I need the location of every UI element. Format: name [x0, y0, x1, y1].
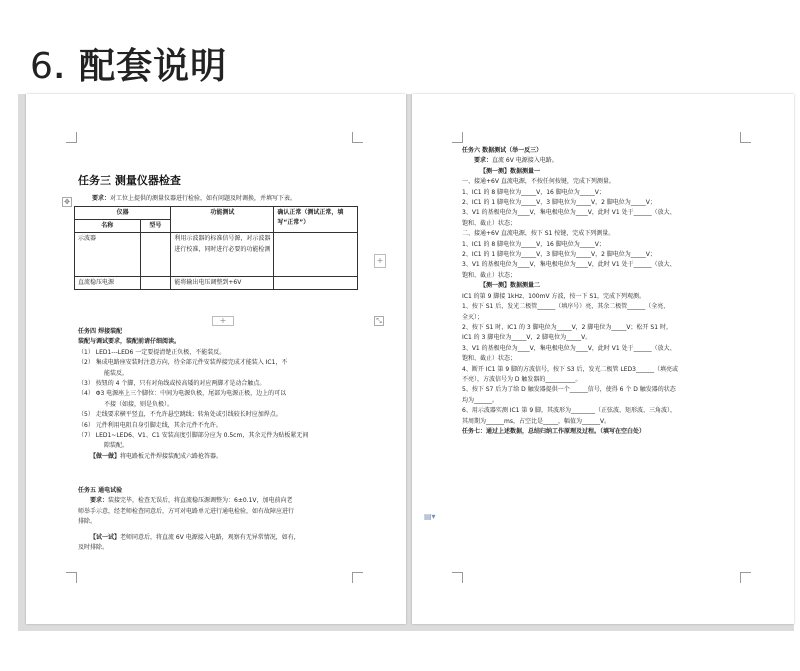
list-item: 隙装配。 [104, 442, 129, 450]
task3-requirement: 要求：对工位上提供的测量仪器进行检验，如有问题及时调换，并填写下表。 [92, 195, 297, 202]
paragraph-line: IC1 的 3 脚电位为_____V，2 脚电位为_____V。 [462, 334, 592, 342]
table-cell[interactable] [274, 233, 358, 277]
list-item: （6） 元件利用电阻自身引脚走线，其余元件不允许。 [78, 421, 222, 429]
margin-mark [452, 132, 463, 143]
task4-subtitle: 装配与调试要求，装配前请仔细阅读。 [78, 338, 181, 346]
task5-section [78, 486, 300, 553]
add-row-icon[interactable]: + [212, 316, 234, 326]
list-item: （5） 走线要求横平竖直，不允许悬空跳线；转角处或引线较长时应加焊点。 [78, 411, 282, 419]
paragraph-line: 2、按下 S1 时，IC1 的 3 脚电位为_____V，2 脚电位为_____V；松开 S1 时， [462, 323, 672, 331]
margin-mark [352, 572, 363, 583]
paragraph-line: 不亮），方波信号为 D 触发器的__________。 [462, 375, 582, 383]
task5-try: 【试一试】老师同意后，将直流 6V 电源接入电路，观察有无异常情况，如有， [90, 533, 300, 541]
heading-number: 6 [30, 46, 54, 87]
paragraph-line: 3、V1 的基极电位为____V，集电极电位为____V，此时 V1 处于______（放大、 [462, 209, 676, 217]
margin-mark [66, 572, 77, 583]
table-cell: 利用示波器的标准信号源，对示波器进行校准，同时进行必要的功能检测 [171, 233, 274, 277]
paragraph-line: 1、IC1 的 8 脚电位为_____V，16 脚电位为_____V； [462, 188, 605, 196]
paragraph-line: 全灭）； [462, 313, 484, 321]
task4-dosth: 【做一做】将电路板元件焊接装配成六路抢答器。 [90, 452, 223, 460]
table-cell: 示波器 [75, 233, 141, 277]
resize-handle-icon[interactable]: ⤡ [374, 316, 384, 326]
paragraph-line: 5、按下 S7 后为了给 D 触发器提供一个______信号，使得 6 个 D 触发器的状态 [462, 386, 676, 394]
list-item: （2） 集成电路座安装时注意方向，待全部元件安装焊接完成才能装入 IC1，不 [78, 359, 288, 367]
paragraph-line: 3、V1 的基极电位为____V，集电极电位为____V，此时 V1 处于______（放大、 [462, 261, 676, 269]
margin-mark [352, 132, 363, 143]
task6-title: 任务六 数据测试（举一反三） [462, 147, 543, 154]
paragraph-line: 饱和、截止）状态； [462, 355, 517, 363]
list-item: （3） 按钮的 4 个脚，只有对角线或按高矮的对应两脚才是动合触点。 [78, 380, 266, 388]
paragraph-line: 均为______。 [462, 396, 499, 404]
th-function-test: 功能测试 [171, 207, 274, 233]
list-item: （1） LED1---LED6 一定要提清楚正负极，不能装反。 [78, 348, 226, 356]
document-page-1[interactable] [26, 94, 406, 624]
move-handle-icon[interactable]: ✥ [62, 197, 72, 207]
margin-mark [452, 572, 463, 583]
table-cell[interactable] [140, 233, 171, 277]
task6-req: 要求：直流 6V 电源接入电路。 [474, 157, 558, 165]
document-viewer[interactable] [18, 94, 794, 631]
margin-mark [66, 132, 77, 143]
task7-title: 任务七：通过上述数据，总结归纳工作原理及过程。（填写在空白处） [462, 427, 646, 435]
task5-req: 要求：装接完毕，检查无误后，将直流稳压源调整为：6±0.1V，加电前向老 [90, 497, 293, 505]
paragraph-line: 二、接通+6V 直流电源，按下 S1 按键，完成下列测量。 [462, 230, 615, 238]
margin-mark [740, 132, 751, 143]
list-item: （7） LED1~LED6、V1、C1 安装高度引脚部分应为 0.5cm，其余元件为贴板紧无间 [78, 432, 309, 440]
paragraph-line: 1、IC1 的 8 脚电位为_____V，16 脚电位为_____V； [462, 240, 605, 248]
margin-mark [740, 572, 751, 583]
table-cell: 直流稳压电源 [75, 277, 141, 290]
paragraph-line: 饱和、截止）状态； [462, 219, 517, 227]
th-confirm: 确认正常（测试正常，填写“正常”） [274, 207, 358, 233]
task4-section [78, 327, 308, 462]
task6-section [462, 146, 678, 437]
th-name: 名称 [75, 220, 141, 233]
measure2-title: 【测一测】数据测量二 [480, 282, 541, 290]
paragraph-line: 1、按下 S1 后，发光二极管______（填序号）亮，其余二极管______（全亮、 [462, 303, 670, 311]
task4-title: 任务四 焊接装配 [78, 328, 123, 335]
paragraph-line: 饱和、截止）状态； [462, 271, 517, 279]
task3-title: 任务三 测量仪器检查 [78, 174, 181, 187]
paragraph-line: 及时排除。 [78, 544, 109, 552]
heading-dot: . [53, 52, 66, 85]
th-instrument: 仪器 [75, 207, 171, 220]
measure1-title: 【测一测】数据测量一 [480, 167, 541, 175]
paragraph-line: 其周期为______ms，占空比是_____，幅值为______V。 [462, 417, 611, 425]
paragraph-line: 6、用示波器实测 IC1 第 9 脚，其波形为________（正弦波、矩形波、三角波）， [462, 407, 677, 415]
paragraph-line: 2、IC1 的 1 脚电位为_____V，3 脚电位为_____V，2 脚电位为_____V； [462, 199, 656, 207]
heading-title: 配套说明 [79, 46, 228, 87]
table-cell: 能将输出电压调整到+6V [171, 277, 274, 290]
section-heading [30, 38, 227, 89]
list-item: （4） Φ3 电源座上三个脚位：中间为电源负极，尾部为电源正极，边上的可以 [78, 390, 287, 398]
task5-title: 任务五 通电试验 [78, 487, 123, 494]
paragraph-line: 师举手示意，经老师检查同意后，方可对电路单元进行通电检验，如有故障应进行 [78, 507, 295, 515]
table-cell[interactable] [140, 277, 171, 290]
add-column-icon[interactable]: + [374, 254, 386, 268]
instrument-table [74, 206, 358, 290]
document-icon[interactable]: ▤▾ [424, 512, 436, 521]
document-page-2[interactable] [412, 94, 794, 624]
table-cell[interactable] [274, 277, 358, 290]
paragraph-line: 一、接通+6V 直流电源，不按任何按键，完成下列测量。 [462, 178, 615, 186]
paragraph-line: IC1 的第 9 脚接 1kHz、100mV 方波，按一下 S1，完成下列观测。 [462, 292, 646, 300]
list-item: 不接（如接，则是负极）。 [104, 400, 174, 408]
paragraph-line: 4、断开 IC1 第 9 脚的方波信号，按下 S3 后，发光二极管 LED3______（填亮或 [462, 365, 678, 373]
paragraph-line: 3、V1 的基极电位为____V，集电极电位为____V，此时 V1 处于______（放大、 [462, 344, 676, 352]
th-model: 型号 [140, 220, 171, 233]
paragraph-line: 2、IC1 的 1 脚电位为_____V，3 脚电位为_____V，2 脚电位为_____V； [462, 251, 656, 259]
list-item: 能装反。 [104, 369, 129, 377]
paragraph-line: 排除。 [78, 518, 97, 526]
